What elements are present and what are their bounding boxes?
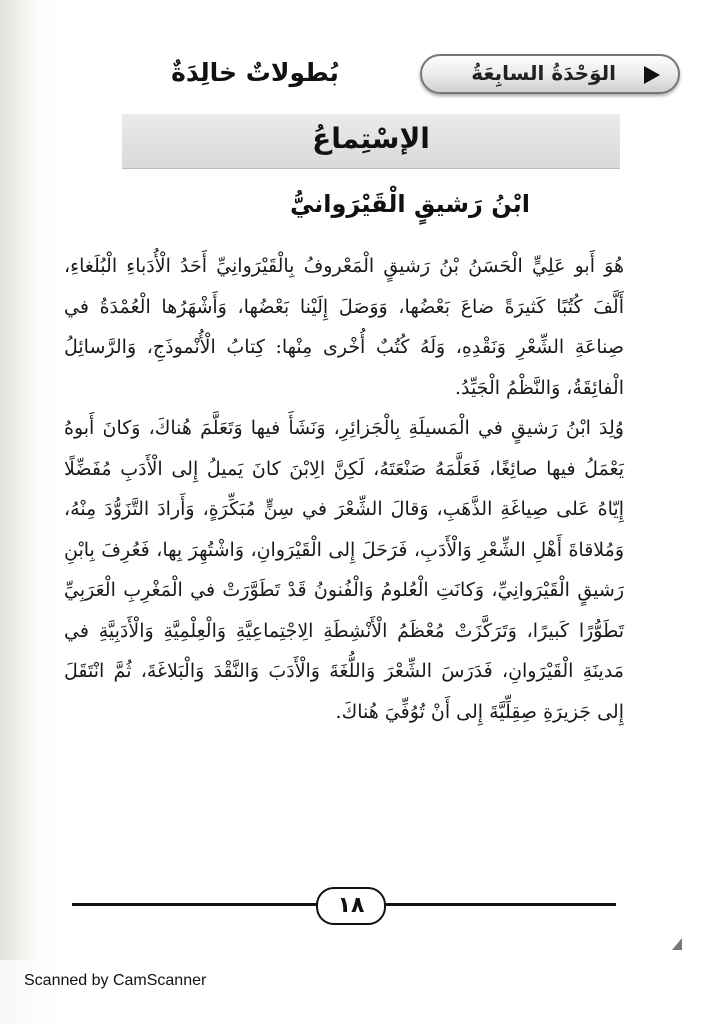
paragraph: وُلِدَ ابْنُ رَشيقٍ في الْمَسيلَةِ بِالْجَزائِرِ، وَنَشَأَ فيها وَتَعَلَّمَ هُناكَ، وَكانَ أَبوهُ يَعْمَلُ فيها صائِغًا، فَعَلَّمَهُ صَنْعَتَهُ، لَكِنَّ الِابْنَ كانَ يَميلُ إِلى الْأَدَبِ مُفَضِّلًا إِيّاهُ عَلى صِياغَةِ الذَّهَبِ، وَقالَ الشِّعْرَ في سِنٍّ مُبَكِّرَةٍ، وَأَرادَ التَّزَوُّدَ مِنْهُ، وَمُلاقاةَ أَهْلِ الشِّعْرِ وَالْأَدَبِ، فَرَحَلَ إِلى الْقَيْرَوانِ، وَاشْتُهِرَ بِها، فَعُرِفَ بِابْنِ رَشيقٍ الْقَيْرَوانِيِّ، وَكانَتِ الْعُلومُ وَالْفُنونُ قَدْ تَطَوَّرَتْ في الْمَغْرِبِ الْعَرَبِيِّ تَطَوُّرًا كَبيرًا، وَتَرَكَّزَتْ مُعْظَمُ الْأَنْشِطَةِ الِاجْتِماعِيَّةِ وَالْعِلْمِيَّةِ وَالْأَدَبِيَّةِ في مَدينَةِ الْقَيْرَوانِ، فَدَرَسَ الشِّعْرَ وَاللُّغَةَ وَالْأَدَبَ وَالنَّقْدَ وَالْبَلاغَةَ، ثُمَّ انْتَقَلَ إِلى جَزيرَةِ صِقِلِّيَّةَ إِلى أَنْ تُوُفِّيَ هُناكَ. bbox=[64, 417, 624, 723]
article-body bbox=[64, 246, 624, 732]
article-title: ابْنُ رَشيقٍ الْقَيْرَوانيُّ bbox=[289, 190, 531, 218]
section-banner bbox=[122, 114, 620, 169]
page-binding-shadow bbox=[0, 0, 38, 960]
paragraph: هُوَ أَبو عَلِيٍّ الْحَسَنُ بْنُ رَشيقٍ الْمَعْروفُ بِالْقَيْرَوانِيِّ أَحَدُ الْأُدَباءِ الْبُلَغاءِ، أَلَّفَ كُتُبًا كَثيرَةً ضاعَ بَعْضُها، وَوَصَلَ إِلَيْنا بَعْضُها، وَأَشْهَرُها الْعُمْدَةُ في صِناعَةِ الشِّعْرِ وَنَقْدِهِ، وَلَهُ كُتُبٌ أُخْرى مِنْها: كِتابُ الْأُنْموذَجِ، وَالرَّسائِلُ الْفائِقَةُ، وَالنَّظْمُ الْجَيِّدُ. bbox=[64, 255, 624, 399]
section-title: الإسْتِماعُ bbox=[312, 122, 430, 155]
play-arrow-icon bbox=[644, 66, 660, 84]
book-title: بُطولاتٌ خالِدَةٌ bbox=[171, 58, 339, 87]
unit-label: الوَحْدَةُ السابِعَةُ bbox=[471, 61, 616, 85]
page-header bbox=[40, 52, 680, 98]
corner-mark-icon bbox=[672, 938, 682, 950]
unit-badge bbox=[420, 54, 680, 94]
scanner-watermark: Scanned by CamScanner bbox=[24, 972, 207, 989]
page-number: ١٨ bbox=[316, 887, 386, 925]
